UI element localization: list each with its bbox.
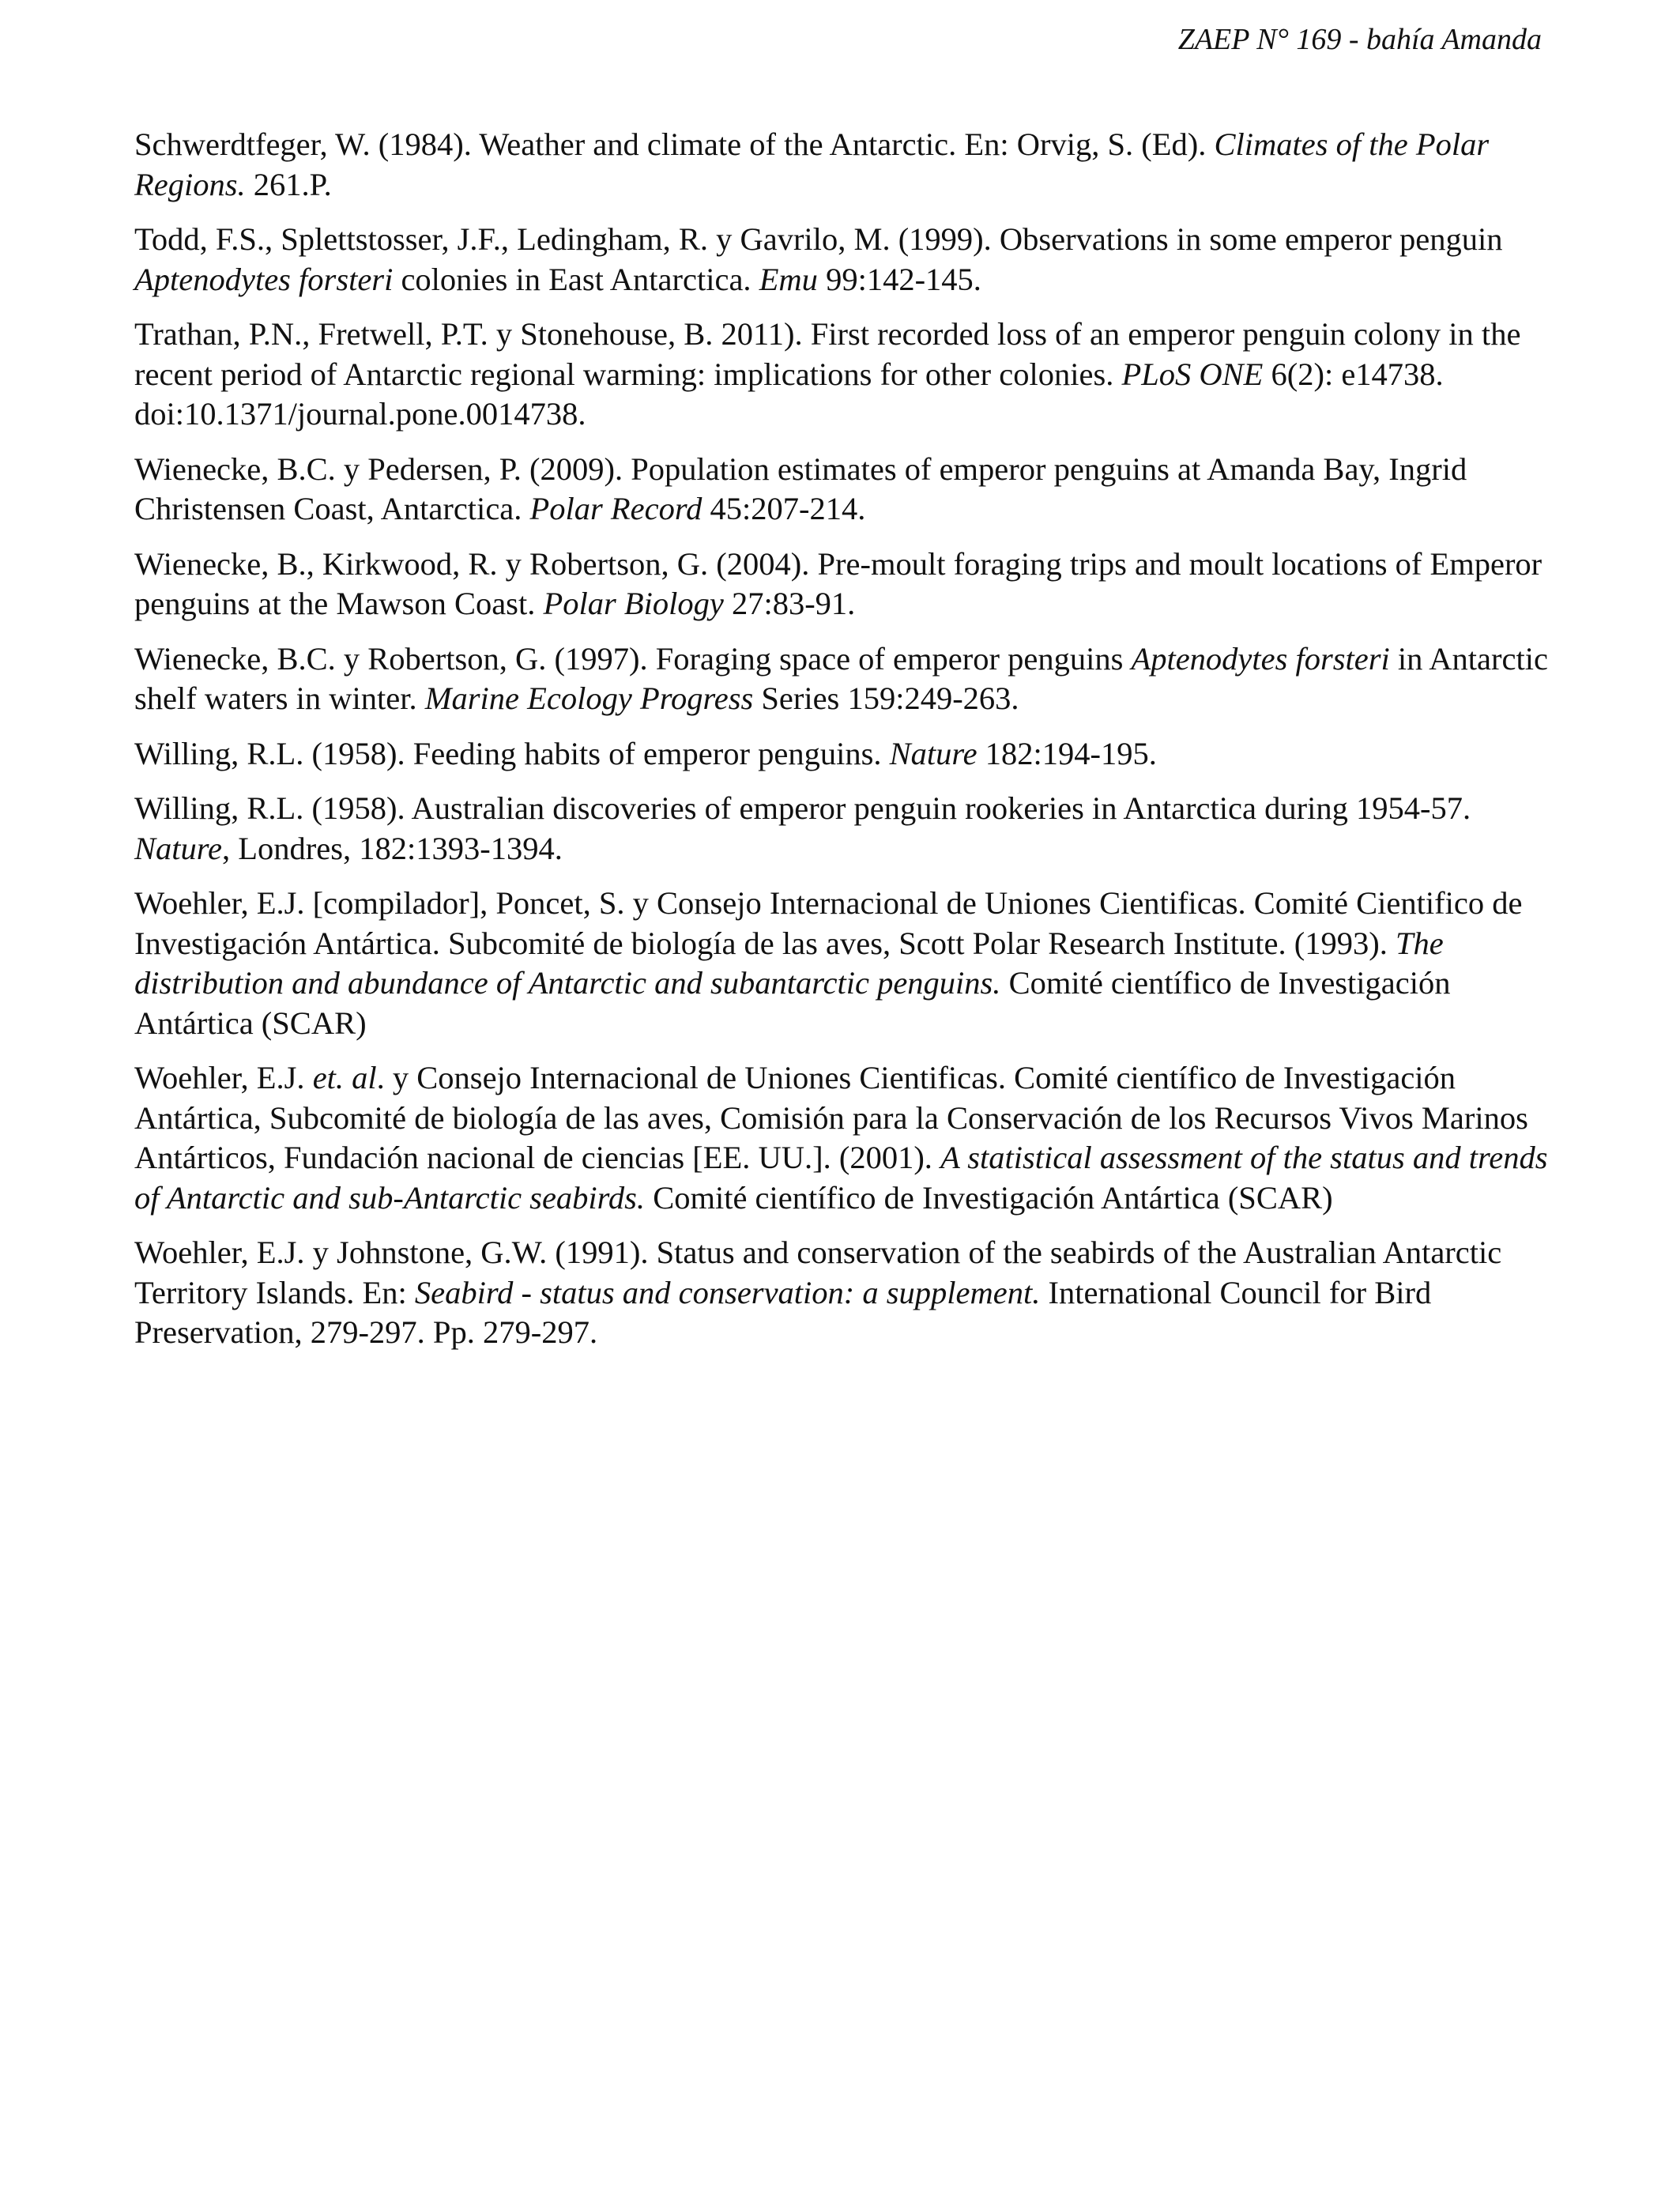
reference-text: Trathan, P.N., Fretwell, P.T. y Stonehouse, B. 2011). First recorded loss of an emperor penguin colony in the recent period of Antarctic regional warming: implications for other colonies.: [134, 316, 1521, 392]
reference-text: Willing, R.L. (1958). Feeding habits of emperor penguins.: [134, 735, 890, 771]
reference-text: Woehler, E.J.: [134, 1060, 313, 1095]
reference-entry: [134, 639, 1549, 719]
reference-italic-text: A statistical assessment of the status and trends of Antarctic and sub-Antarctic seabirds.: [134, 1140, 1548, 1216]
reference-entry: [134, 125, 1549, 205]
reference-text: Woehler, E.J. [compilador], Poncet, S. y Consejo Internacional de Uniones Cientificas. Comité Cientifico de Investigación Antártica. Subcomité de biología de las aves, Scott Polar Research Institute. (1993).: [134, 885, 1523, 961]
reference-text: Comité científico de Investigación Antártica (SCAR): [134, 965, 1451, 1041]
reference-text: Woehler, E.J. y Johnstone, G.W. (1991). Status and conservation of the seabirds of the Australian Antarctic Territory Islands. En:: [134, 1235, 1502, 1310]
reference-text: in Antarctic shelf waters in winter.: [134, 640, 1548, 716]
reference-italic-text: et. al: [312, 1060, 377, 1095]
reference-text: Schwerdtfeger, W. (1984). Weather and climate of the Antarctic. En: Orvig, S. (Ed).: [134, 126, 1215, 162]
reference-italic-text: Emu: [759, 261, 818, 297]
reference-entry: [134, 734, 1549, 775]
reference-text: , Londres, 182:1393-1394.: [222, 830, 563, 866]
reference-text: . y Consejo Internacional de Uniones Cientificas. Comité científico de Investigación Antártica, Subcomité de biología de las aves, Comisión para la Conservación de los Recursos Vivos Marinos Antárticos, Fundación nacional de ciencias [EE. UU.]. (2001).: [134, 1060, 1528, 1175]
reference-text: 45:207-214.: [702, 491, 866, 526]
reference-italic-text: Nature: [134, 830, 222, 866]
reference-italic-text: Marine Ecology Progress: [424, 680, 754, 716]
reference-text: Wienecke, B., Kirkwood, R. y Robertson, G. (2004). Pre-moult foraging trips and moult locations of Emperor penguins at the Mawson Coast.: [134, 545, 1543, 621]
reference-entry: [134, 315, 1549, 435]
reference-text: Series 159:249-263.: [753, 680, 1019, 716]
running-header: ZAEP N° 169 - bahía Amanda: [1177, 23, 1542, 56]
reference-text: 99:142-145.: [817, 261, 981, 297]
reference-text: 27:83-91.: [723, 586, 856, 621]
reference-entry: [134, 450, 1549, 530]
reference-text: 261.P.: [245, 166, 332, 202]
reference-italic-text: Polar Biology: [543, 586, 724, 621]
reference-list: [134, 125, 1549, 1368]
reference-text: 6(2): e14738. doi:10.1371/journal.pone.0014738.: [134, 356, 1444, 432]
reference-italic-text: Nature: [889, 735, 977, 771]
reference-entry: [134, 220, 1549, 300]
reference-italic-text: Aptenodytes forsteri: [134, 261, 394, 297]
reference-text: Comité científico de Investigación Antártica (SCAR): [645, 1179, 1333, 1216]
reference-text: Wienecke, B.C. y Robertson, G. (1997). Foraging space of emperor penguins: [134, 640, 1132, 677]
reference-entry: [134, 1058, 1549, 1218]
reference-italic-text: Climates of the Polar Regions.: [134, 126, 1490, 202]
reference-italic-text: Polar Record: [529, 491, 703, 526]
reference-entry: [134, 1233, 1549, 1353]
reference-text: 182:194-195.: [977, 735, 1157, 771]
reference-italic-text: Aptenodytes forsteri: [1131, 640, 1390, 677]
reference-text: colonies in East Antarctica.: [393, 261, 759, 297]
reference-text: Todd, F.S., Splettstosser, J.F., Ledingham, R. y Gavrilo, M. (1999). Observations in some emperor penguin: [134, 221, 1503, 257]
reference-entry: [134, 884, 1549, 1043]
reference-italic-text: PLoS ONE: [1121, 356, 1264, 392]
reference-italic-text: Seabird - status and conservation: a supplement.: [414, 1274, 1041, 1310]
reference-entry: [134, 789, 1549, 869]
reference-text: International Council for Bird Preservation, 279-297. Pp. 279-297.: [134, 1274, 1432, 1350]
reference-entry: [134, 545, 1549, 624]
reference-italic-text: The distribution and abundance of Antarctic and subantarctic penguins.: [134, 925, 1444, 1001]
reference-text: Willing, R.L. (1958). Australian discoveries of emperor penguin rookeries in Antarctica during 1954-57.: [134, 790, 1471, 826]
reference-text: Wienecke, B.C. y Pedersen, P. (2009). Population estimates of emperor penguins at Amanda Bay, Ingrid Christensen Coast, Antarctica.: [134, 450, 1467, 526]
